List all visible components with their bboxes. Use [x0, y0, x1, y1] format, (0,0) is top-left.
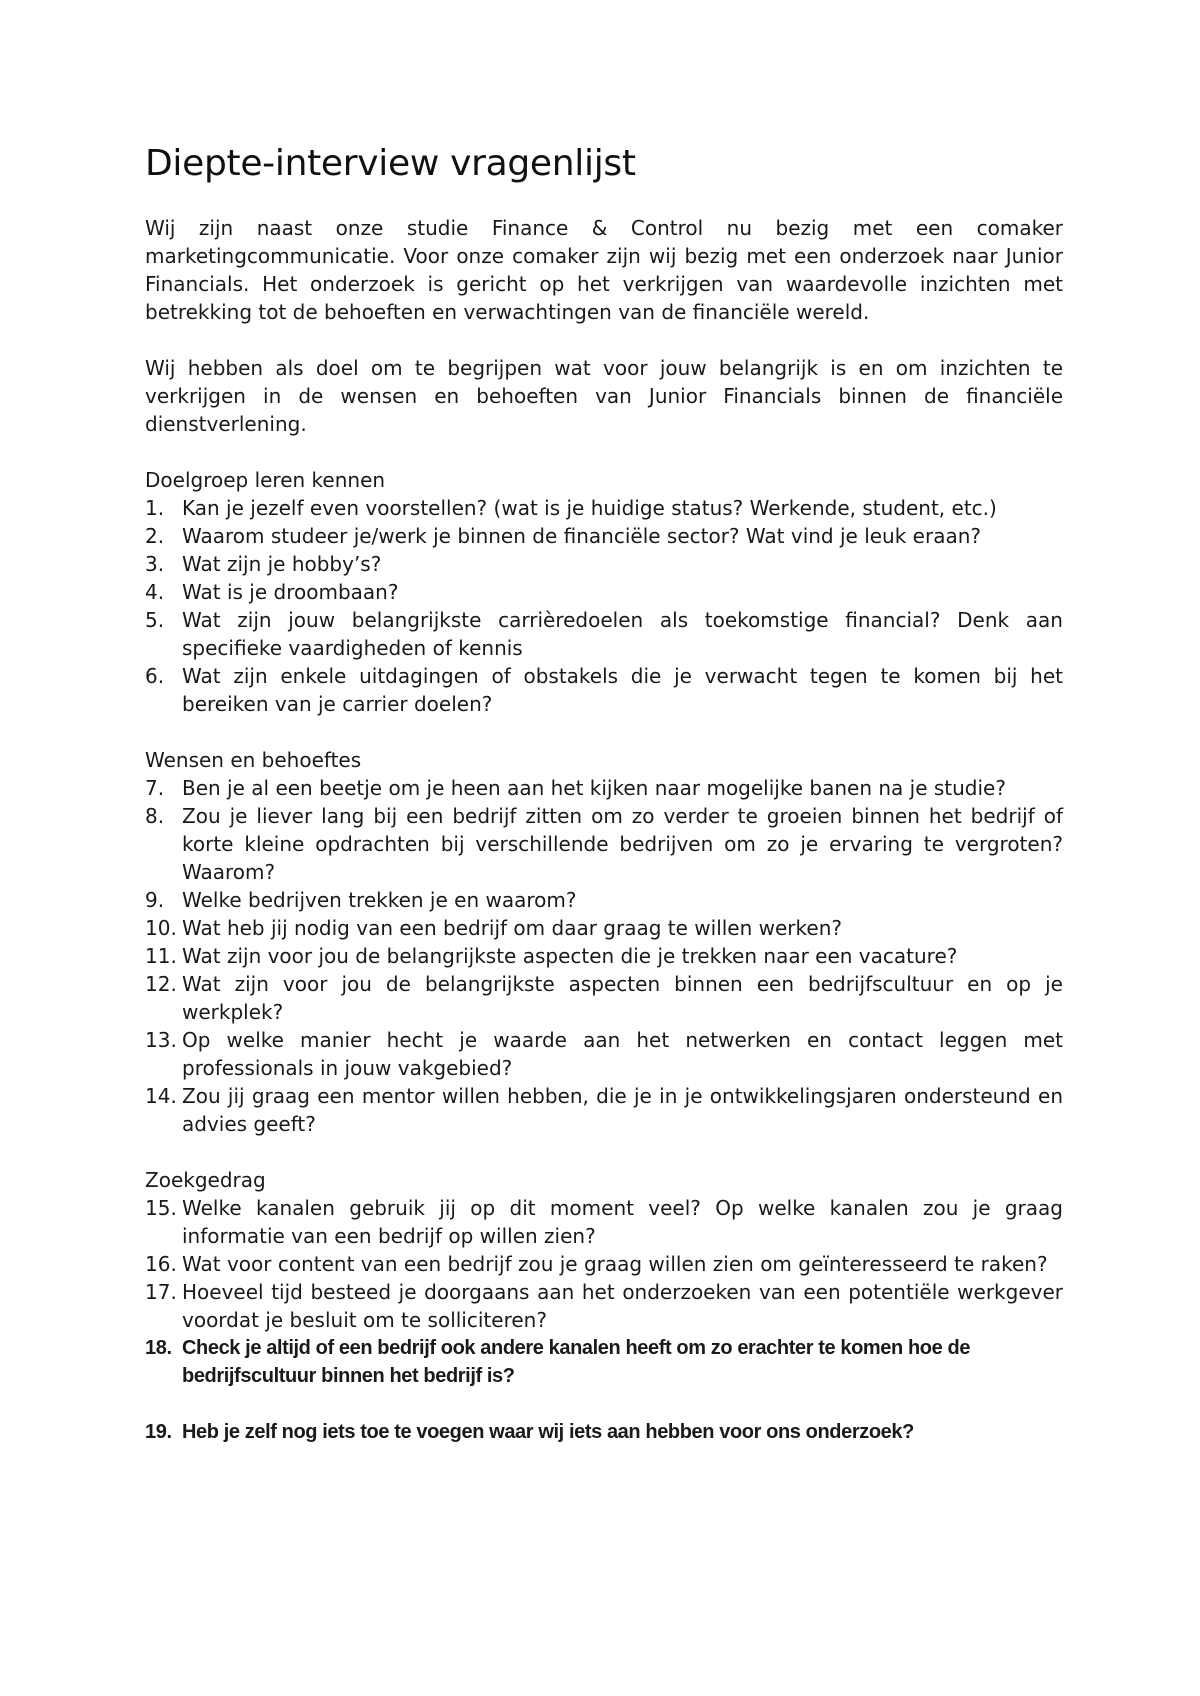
question-text: Wat is je droombaan?	[182, 580, 399, 604]
intro-paragraph-2: Wij hebben als doel om te begrijpen wat voor jouw belangrijk is en om inzichten te verkrijgen in de wensen en behoeften van Junior Financials binnen de financiële dienstverlening.	[145, 356, 1063, 436]
question-item	[145, 1278, 1063, 1334]
question-text: Waarom studeer je/werk je binnen de financiële sector? Wat vind je leuk eraan?	[182, 524, 982, 548]
question-text: Heb je zelf nog iets toe te voegen waar wij iets aan hebben voor ons onderzoek?	[182, 1421, 914, 1443]
question-text: Hoeveel tijd besteed je doorgaans aan het onderzoeken van een potentiële werkgever voordat je besluit om te solliciteren?	[182, 1280, 1063, 1332]
question-item-final	[145, 1418, 1063, 1446]
question-number: 7.	[145, 776, 165, 800]
question-text: Wat zijn enkele uitdagingen of obstakels die je verwacht tegen te komen bij het bereiken van je carrier doelen?	[182, 664, 1063, 716]
intro-paragraph-1: Wij zijn naast onze studie Finance & Control nu bezig met een comaker marketingcommunicatie. Voor onze comaker zijn wij bezig met een onderzoek naar Junior Financials. Het onderzoek is gericht op het verkrijgen van waardevolle inzichten met betrekking tot de behoeften en verwachtingen van de financiële wereld.	[145, 216, 1063, 324]
question-item	[145, 1026, 1063, 1082]
question-text: Zou je liever lang bij een bedrijf zitten om zo verder te groeien binnen het bedrijf of korte kleine opdrachten bij verschillende bedrijven om zo je ervaring te vergroten? Waarom?	[182, 804, 1063, 884]
question-item-bold	[145, 1334, 1063, 1390]
question-number: 8.	[145, 804, 165, 828]
question-item	[145, 914, 1063, 942]
question-number: 17.	[145, 1280, 177, 1304]
question-list-wensen	[145, 774, 1063, 1138]
question-text: Wat zijn je hobby’s?	[182, 552, 382, 576]
question-number: 2.	[145, 524, 165, 548]
question-text: Wat heb jij nodig van een bedrijf om daar graag te willen werken?	[182, 916, 842, 940]
question-item	[145, 886, 1063, 914]
question-text: Check je altijd of een bedrijf ook andere kanalen heeft om zo erachter te komen hoe de bedrijfscultuur binnen het bedrijf is?	[182, 1337, 971, 1387]
question-number: 14.	[145, 1084, 177, 1108]
question-text: Wat voor content van een bedrijf zou je graag willen zien om geïnteresseerd te raken?	[182, 1252, 1048, 1276]
question-number: 5.	[145, 608, 165, 632]
question-item	[145, 550, 1063, 578]
section-heading-doelgroep: Doelgroep leren kennen	[145, 468, 386, 492]
question-list-final	[145, 1418, 1063, 1446]
question-number: 3.	[145, 552, 165, 576]
question-number: 12.	[145, 972, 177, 996]
question-item	[145, 606, 1063, 662]
question-text: Wat zijn voor jou de belangrijkste aspecten die je trekken naar een vacature?	[182, 944, 958, 968]
question-number: 11.	[145, 944, 177, 968]
question-list-doelgroep	[145, 494, 1063, 718]
question-number: 19.	[145, 1421, 172, 1443]
question-text: Welke bedrijven trekken je en waarom?	[182, 888, 577, 912]
question-item	[145, 522, 1063, 550]
question-list-zoekgedrag	[145, 1194, 1063, 1334]
question-text: Zou jij graag een mentor willen hebben, die je in je ontwikkelingsjaren ondersteund en advies geeft?	[182, 1084, 1063, 1136]
question-text: Kan je jezelf even voorstellen? (wat is je huidige status? Werkende, student, etc.)	[182, 496, 997, 520]
question-list-zoekgedrag-bold	[145, 1334, 1063, 1390]
section-heading-zoekgedrag: Zoekgedrag	[145, 1168, 266, 1192]
question-item	[145, 494, 1063, 522]
question-item	[145, 802, 1063, 886]
question-text: Op welke manier hecht je waarde aan het netwerken en contact leggen met professionals in jouw vakgebied?	[182, 1028, 1063, 1080]
question-item	[145, 1082, 1063, 1138]
question-number: 1.	[145, 496, 165, 520]
section-heading-wensen: Wensen en behoeftes	[145, 748, 362, 772]
question-number: 13.	[145, 1028, 177, 1052]
question-item	[145, 1250, 1063, 1278]
question-item	[145, 578, 1063, 606]
question-number: 9.	[145, 888, 165, 912]
question-item	[145, 662, 1063, 718]
question-number: 18.	[145, 1337, 172, 1359]
question-text: Welke kanalen gebruik jij op dit moment veel? Op welke kanalen zou je graag informatie van een bedrijf op willen zien?	[182, 1196, 1063, 1248]
question-text: Wat zijn jouw belangrijkste carrièredoelen als toekomstige financial? Denk aan specifieke vaardigheden of kennis	[182, 608, 1063, 660]
question-item	[145, 1194, 1063, 1250]
question-item	[145, 970, 1063, 1026]
question-number: 15.	[145, 1196, 177, 1220]
question-text: Ben je al een beetje om je heen aan het kijken naar mogelijke banen na je studie?	[182, 776, 1006, 800]
question-number: 6.	[145, 664, 165, 688]
question-number: 10.	[145, 916, 177, 940]
question-number: 16.	[145, 1252, 177, 1276]
document-title: Diepte-interview vragenlijst	[145, 143, 636, 184]
question-text: Wat zijn voor jou de belangrijkste aspecten binnen een bedrijfscultuur en op je werkplek?	[182, 972, 1063, 1024]
question-item	[145, 774, 1063, 802]
question-number: 4.	[145, 580, 165, 604]
document-page	[145, 138, 1063, 1474]
question-item	[145, 942, 1063, 970]
